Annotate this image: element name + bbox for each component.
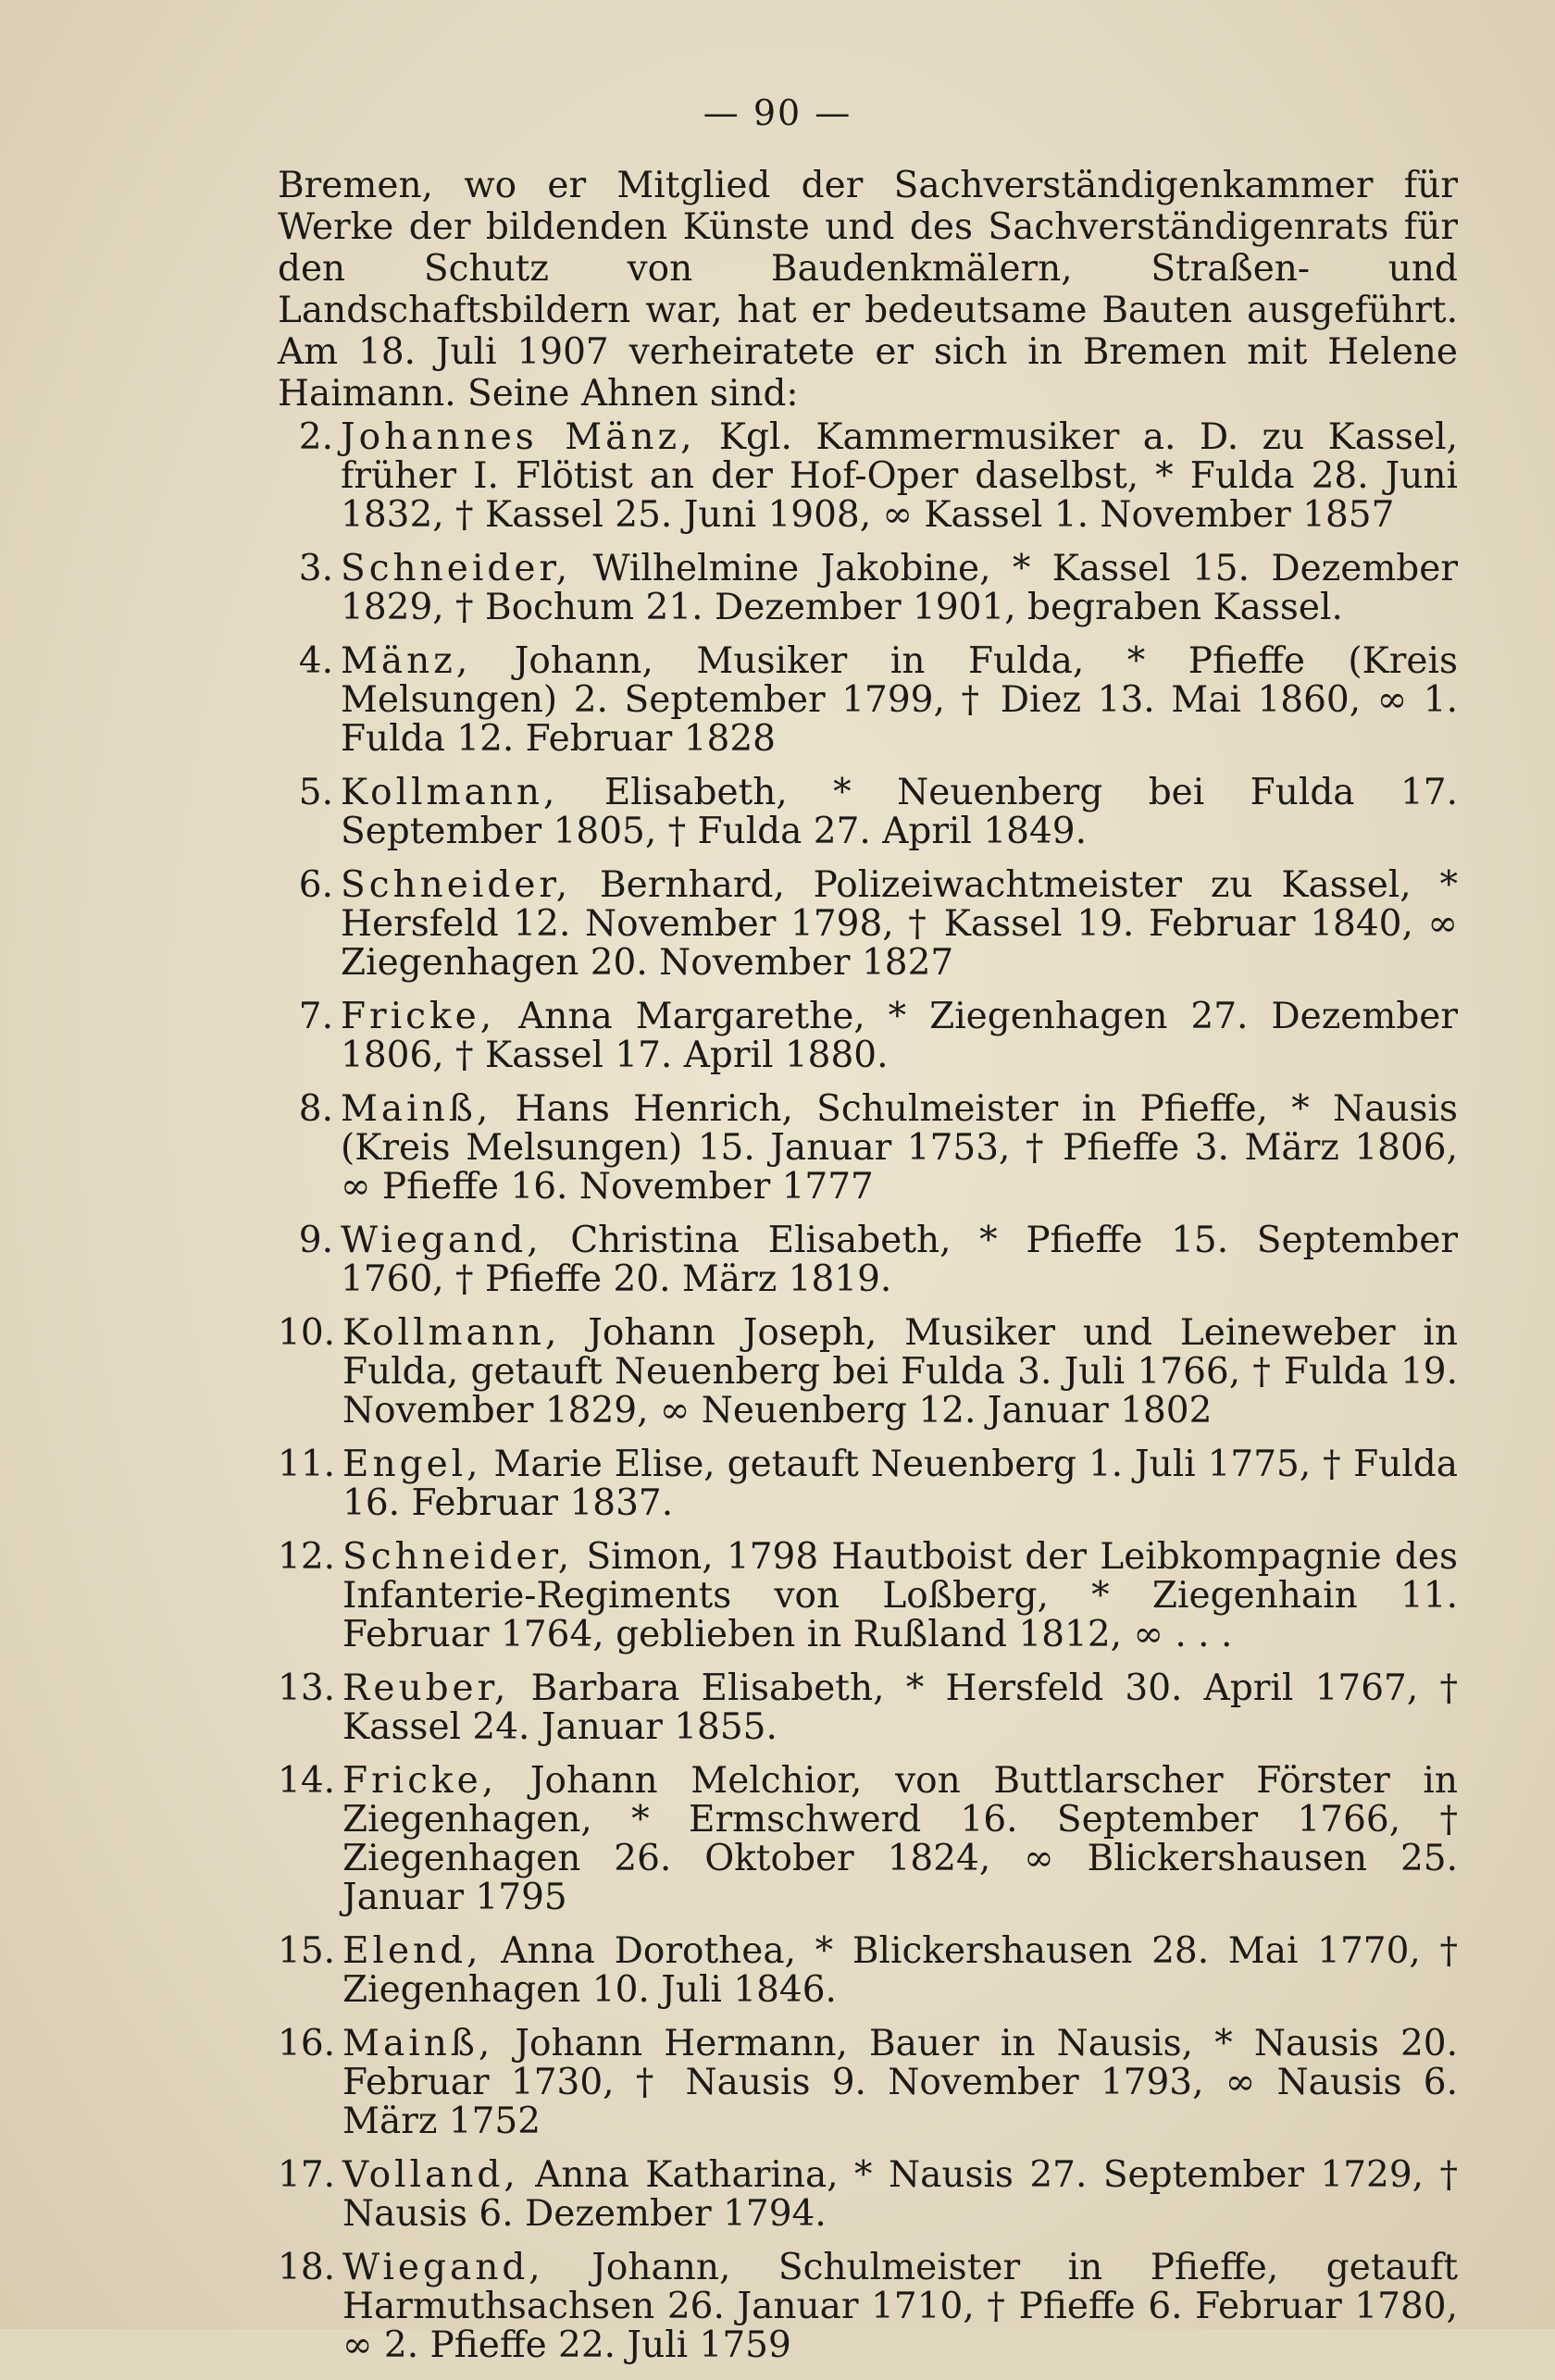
ancestor-entry xyxy=(278,998,1458,1075)
entry-details: Anna Margarethe, * Ziegenhagen 27. Dezember 1806, † Kassel 17. April 1880. xyxy=(341,996,1459,1076)
entry-number: 13. xyxy=(278,1667,336,1709)
ancestor-entry xyxy=(278,1314,1458,1431)
entry-details: Wilhelmine Jakobine, * Kassel 15. Dezember 1829, † Bochum 21. Dezember 1901, begraben Kassel. xyxy=(341,548,1458,628)
ancestor-entry xyxy=(278,1762,1458,1917)
entry-number: 18. xyxy=(278,2247,336,2288)
entry-details: Anna Dorothea, * Blickershausen 28. Mai 1770, † Ziegenhagen 10. Juli 1846. xyxy=(342,1930,1458,2011)
page-body xyxy=(278,165,1458,2380)
entry-text xyxy=(342,2249,1458,2365)
entry-number: 7. xyxy=(298,996,333,1037)
entry-number: 3. xyxy=(298,548,333,589)
entry-name: Elend, xyxy=(342,1930,482,1972)
ancestor-entry xyxy=(278,774,1458,851)
entry-details: Johann, Musiker in Fulda, * Pfieffe (Kreis Melsungen) 2. September 1799, † Diez 13. Mai 1860, ∞ 1. Fulda 12. Februar 1828 xyxy=(341,640,1458,760)
entry-name: Mainß, xyxy=(342,2023,494,2064)
entry-name: Schneider, xyxy=(342,1536,574,1578)
entry-details: Johann, Schulmeister in Pfieffe, getauft Harmuthsachsen 26. Januar 1710, † Pfieffe 6. Februar 1780, ∞ 2. Pfieffe 22. Juli 1759 xyxy=(342,2247,1458,2366)
entry-name: Fricke, xyxy=(341,996,496,1037)
entry-name: Kollmann, xyxy=(341,772,559,813)
entry-name: Volland, xyxy=(342,2154,519,2196)
entry-details: Johann Joseph, Musiker und Leineweber in Fulda, getauft Neuenberg bei Fulda 3. Juli 1766, † Fulda 19. November 1829, ∞ Neuenberg 12. Januar 1802 xyxy=(342,1312,1458,1432)
entry-details: Christina Elisabeth, * Pfieffe 15. September 1760, † Pfieffe 20. März 1819. xyxy=(341,1220,1458,1300)
entry-text xyxy=(341,774,1458,851)
ancestor-entry xyxy=(278,550,1458,627)
ancestor-entry xyxy=(278,1090,1458,1207)
ancestor-entry xyxy=(278,1538,1458,1655)
entry-number: 9. xyxy=(298,1220,333,1261)
ancestor-entry xyxy=(278,1221,1458,1299)
entry-number: 2. xyxy=(298,416,333,458)
entry-text xyxy=(342,1314,1458,1431)
entry-details: Johann Melchior, von Buttlarscher Förster in Ziegenhagen, * Ermschwerd 16. September 1766, † Ziegenhagen 26. Oktober 1824, ∞ Blickershausen 25. Januar 1795 xyxy=(342,1760,1458,1918)
entry-text xyxy=(341,550,1458,627)
entry-name: Mänz, xyxy=(341,640,472,682)
entry-text xyxy=(342,1669,1458,1747)
entry-details: Anna Katharina, * Nausis 27. September 1729, † Nausis 6. Dezember 1794. xyxy=(342,2154,1459,2235)
entry-number: 4. xyxy=(298,640,333,682)
entry-number: 10. xyxy=(278,1312,336,1354)
entry-text xyxy=(342,1445,1458,1523)
ancestor-list xyxy=(278,418,1458,2365)
ancestor-entry xyxy=(278,2249,1458,2365)
ancestor-entry xyxy=(278,1445,1458,1523)
entry-text xyxy=(341,1090,1458,1207)
ancestor-entry xyxy=(278,866,1458,983)
entry-number: 14. xyxy=(278,1760,336,1802)
entry-details: Johann Hermann, Bauer in Nausis, * Nausis 20. Februar 1730, † Nausis 9. November 1793, ∞ Nausis 6. März 1752 xyxy=(342,2023,1458,2142)
entry-name: Mainß, xyxy=(341,1088,492,1130)
entry-text xyxy=(342,1538,1458,1655)
entry-text xyxy=(341,866,1458,983)
entry-number: 17. xyxy=(278,2154,336,2196)
ancestor-entry xyxy=(278,418,1458,535)
entry-text xyxy=(342,2025,1458,2141)
entry-name: Wiegand, xyxy=(342,2247,544,2288)
intro-paragraph: Bremen, wo er Mitglied der Sachverständigenkammer für Werke der bildenden Künste und des Sachverständigenrats für den Schutz von Baudenkmälern, Straßen- und Landschaftsbildern war, hat er bedeutsame Bauten ausgeführt. Am 18. Juli 1907 verheiratete er sich in Bremen mit Helene Haimann. Seine Ahnen sind: xyxy=(278,165,1458,415)
entry-name: Engel, xyxy=(342,1444,482,1485)
entry-number: 11. xyxy=(278,1444,336,1485)
entry-text xyxy=(342,2156,1458,2234)
entry-text xyxy=(341,418,1458,535)
entry-text xyxy=(342,1762,1458,1917)
entry-name: Wiegand, xyxy=(341,1220,542,1261)
entry-number: 12. xyxy=(278,1536,336,1578)
entry-text xyxy=(342,1932,1458,2010)
entry-text xyxy=(341,642,1458,759)
ancestor-entry xyxy=(278,1932,1458,2010)
entry-name: Schneider, xyxy=(341,864,572,906)
ancestor-entry xyxy=(278,642,1458,759)
entry-number: 16. xyxy=(278,2023,336,2064)
entry-details: Hans Henrich, Schulmeister in Pfieffe, * Nausis (Kreis Melsungen) 15. Januar 1753, † Pfieffe 3. März 1806, ∞ Pfieffe 16. November 1777 xyxy=(341,1088,1458,1208)
entry-name: Johannes Mänz, xyxy=(341,416,696,458)
entry-details: Bernhard, Polizeiwachtmeister zu Kassel, * Hersfeld 12. November 1798, † Kassel 19. Februar 1840, ∞ Ziegenhagen 20. November 1827 xyxy=(341,864,1458,984)
entry-name: Schneider, xyxy=(341,548,572,589)
entry-details: Barbara Elisabeth, * Hersfeld 30. April 1767, † Kassel 24. Januar 1855. xyxy=(342,1667,1458,1748)
entry-details: Marie Elise, getauft Neuenberg 1. Juli 1775, † Fulda 16. Februar 1837. xyxy=(342,1444,1458,1524)
ancestor-entry xyxy=(278,2156,1458,2234)
entry-text xyxy=(341,1221,1458,1299)
entry-details: Simon, 1798 Hautboist der Leibkompagnie des Infanterie-Regiments von Loßberg, * Ziegenhain 11. Februar 1764, geblieben in Rußland 1812, ∞ . . . xyxy=(342,1536,1458,1655)
entry-details: Kgl. Kammermusiker a. D. zu Kassel, früher I. Flötist an der Hof-Oper daselbst, * Fulda 28. Juni 1832, † Kassel 25. Juni 1908, ∞ Kassel 1. November 1857 xyxy=(341,416,1458,536)
entry-name: Kollmann, xyxy=(342,1312,561,1354)
entry-name: Reuber, xyxy=(342,1667,510,1709)
entry-details: Elisabeth, * Neuenberg bei Fulda 17. September 1805, † Fulda 27. April 1849. xyxy=(341,772,1458,852)
entry-number: 5. xyxy=(298,772,333,813)
entry-number: 8. xyxy=(298,1088,333,1130)
ancestor-entry xyxy=(278,2025,1458,2141)
entry-number: 15. xyxy=(278,1930,336,1972)
entry-number: 6. xyxy=(298,864,333,906)
page-number: — 90 — xyxy=(703,93,852,133)
entry-text xyxy=(341,998,1458,1075)
entry-name: Fricke, xyxy=(342,1760,498,1802)
ancestor-entry xyxy=(278,1669,1458,1747)
